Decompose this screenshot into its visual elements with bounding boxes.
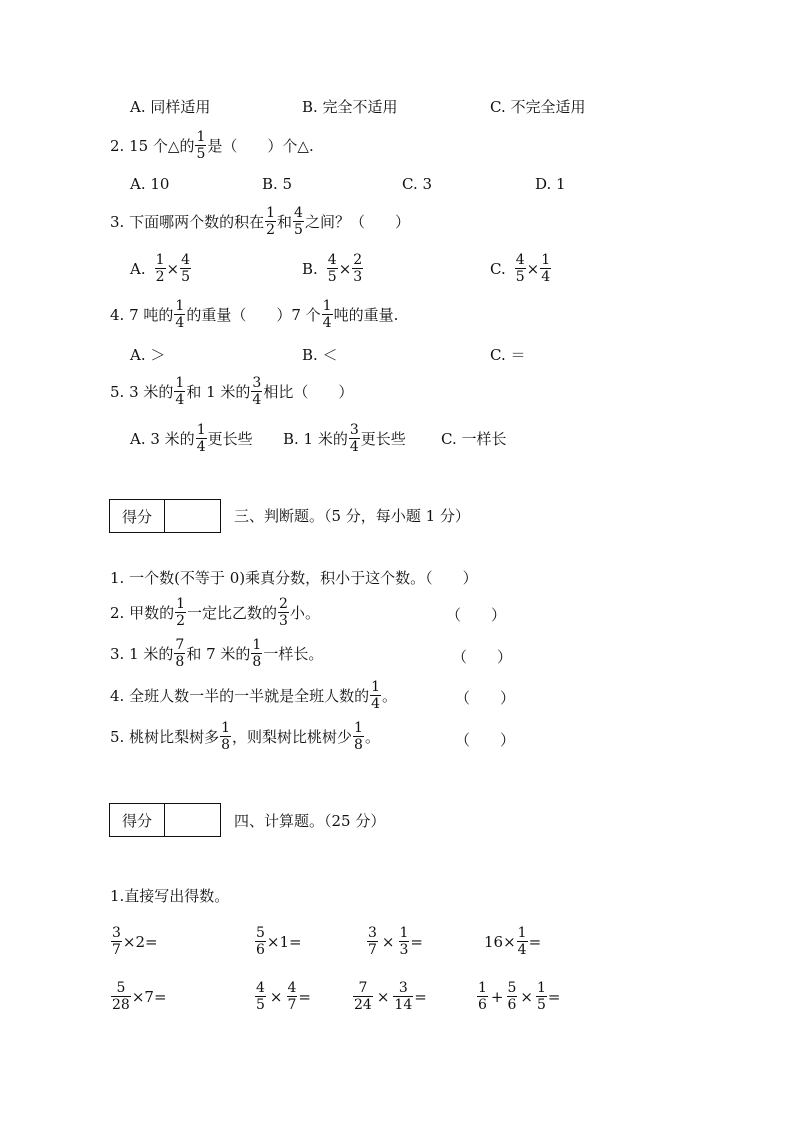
times-sign: × bbox=[166, 259, 180, 278]
q2-text: 2. 15 个△的 bbox=[110, 137, 195, 155]
judge-item-2 bbox=[110, 597, 320, 628]
fraction: $\frac{1}{4}$ bbox=[196, 422, 206, 455]
q2-text-rest: 是（ ）个△. bbox=[207, 137, 314, 155]
judge-answer-2[interactable]: （ ） bbox=[446, 606, 507, 624]
fraction: $\frac{3}{14}$ bbox=[394, 980, 413, 1013]
q4-text-post: 吨的重量. bbox=[333, 306, 399, 324]
fraction: $\frac{1}{8}$ bbox=[354, 720, 363, 753]
fraction: $\frac{4}{5}$ bbox=[256, 980, 265, 1013]
q4-fraction-2: $\frac{1}{4}$ bbox=[322, 298, 332, 331]
calc-row2-expr4 bbox=[476, 981, 561, 1012]
expr-text: 16× bbox=[484, 932, 516, 951]
calc-row2-expr3 bbox=[352, 981, 427, 1012]
score-label: 得分 bbox=[110, 804, 165, 836]
calc-row1-expr2 bbox=[254, 926, 302, 957]
option-label: A. bbox=[130, 259, 146, 278]
q3-fraction-2: $\frac{4}{5}$ bbox=[294, 205, 303, 238]
q5-fraction-1: $\frac{1}{4}$ bbox=[175, 375, 185, 408]
judge-item-1 bbox=[110, 567, 478, 588]
times-sign: × bbox=[520, 987, 533, 1006]
judge-item-text: 4. 全班人数一半的一半就是全班人数的 bbox=[110, 687, 370, 705]
judge-item-5 bbox=[110, 721, 380, 752]
question-2 bbox=[110, 130, 314, 161]
q3-option-b bbox=[302, 253, 364, 284]
times-sign: × bbox=[526, 259, 540, 278]
judge-item-text: 。 bbox=[382, 687, 398, 705]
fraction: $\frac{4}{5}$ bbox=[515, 252, 525, 285]
fraction: $\frac{1}{8}$ bbox=[221, 720, 231, 753]
option-label: C. bbox=[490, 259, 506, 278]
q5-fraction-2: $\frac{3}{4}$ bbox=[252, 375, 262, 408]
q4-option-a: A. ＞ bbox=[130, 346, 166, 364]
judge-item-text: ，则梨树比桃树少 bbox=[232, 728, 353, 746]
calc-row2-expr1 bbox=[110, 981, 167, 1012]
q1-option-b: B. 完全不适用 bbox=[302, 98, 398, 116]
q4-option-c: C. ＝ bbox=[490, 346, 526, 364]
question-5 bbox=[110, 376, 353, 407]
fraction: $\frac{5}{6}$ bbox=[507, 980, 517, 1013]
q3-text-mid: 和 bbox=[277, 213, 293, 231]
fraction: $\frac{4}{7}$ bbox=[287, 980, 297, 1013]
option-text: 更长些 bbox=[360, 430, 406, 448]
q2-option-b: B. 5 bbox=[262, 175, 293, 193]
judge-item-text: 一定比乙数的 bbox=[187, 604, 278, 622]
q3-text: 3. 下面哪两个数的积在 bbox=[110, 213, 265, 231]
q3-option-c bbox=[490, 253, 552, 284]
score-box-section-4 bbox=[109, 803, 221, 837]
fraction: $\frac{5}{28}$ bbox=[112, 980, 130, 1013]
judge-item-text: 1. 一个数(不等于 0)乘真分数，积小于这个数。（ ） bbox=[110, 569, 478, 587]
section-3-title: 三、判断题。（5 分，每小题 1 分） bbox=[234, 507, 470, 525]
q1-option-a: A. 同样适用 bbox=[130, 98, 211, 116]
q4-text: 4. 7 吨的 bbox=[110, 306, 174, 324]
judge-answer-3[interactable]: （ ） bbox=[452, 648, 513, 666]
section-4-title: 四、计算题。（25 分） bbox=[234, 812, 386, 830]
judge-answer-5[interactable]: （ ） bbox=[455, 731, 516, 749]
times-sign: × bbox=[381, 932, 395, 951]
q3-fraction-1: $\frac{1}{2}$ bbox=[266, 205, 276, 238]
equals-sign: = bbox=[547, 987, 561, 1006]
fraction: $\frac{2}{3}$ bbox=[279, 596, 288, 629]
fraction: $\frac{2}{3}$ bbox=[353, 252, 363, 285]
q2-fraction: $\frac{1}{5}$ bbox=[196, 129, 206, 162]
fraction: $\frac{1}{8}$ bbox=[252, 637, 262, 670]
q3-option-a bbox=[130, 253, 192, 284]
times-sign: × bbox=[338, 259, 352, 278]
fraction: $\frac{4}{5}$ bbox=[327, 252, 337, 285]
plus-sign: + bbox=[490, 987, 504, 1006]
fraction: $\frac{7}{24}$ bbox=[354, 980, 372, 1013]
q2-option-d: D. 1 bbox=[535, 175, 566, 193]
fraction: $\frac{5}{6}$ bbox=[256, 925, 265, 958]
judge-item-text: 5. 桃树比梨树多 bbox=[110, 728, 220, 746]
equals-sign: = bbox=[528, 932, 542, 951]
judge-item-text: 和 7 米的 bbox=[186, 645, 251, 663]
fraction: $\frac{1}{6}$ bbox=[478, 980, 487, 1013]
q4-text-mid: 的重量（ ）7 个 bbox=[186, 306, 321, 324]
equals-sign: = bbox=[298, 987, 311, 1006]
fraction: $\frac{3}{7}$ bbox=[368, 925, 377, 958]
judge-item-4 bbox=[110, 680, 397, 711]
fraction: $\frac{1}{5}$ bbox=[537, 980, 546, 1013]
q5-text-mid: 和 1 米的 bbox=[186, 383, 251, 401]
judge-item-3 bbox=[110, 638, 323, 669]
expr-text: ×7= bbox=[131, 987, 167, 1006]
judge-item-text: 。 bbox=[364, 728, 380, 746]
judge-item-text: 小。 bbox=[289, 604, 320, 622]
score-blank[interactable] bbox=[165, 500, 220, 532]
calc-row2-expr2 bbox=[254, 981, 311, 1012]
q2-option-a: A. 10 bbox=[130, 175, 170, 193]
score-blank[interactable] bbox=[165, 804, 220, 836]
expr-text: ×2= bbox=[122, 932, 158, 951]
q1-option-c: C. 不完全适用 bbox=[490, 98, 586, 116]
option-text: 更长些 bbox=[207, 430, 253, 448]
equals-sign: = bbox=[410, 932, 423, 951]
q4-fraction-1: $\frac{1}{4}$ bbox=[175, 298, 185, 331]
option-text: A. 3 米的 bbox=[130, 430, 195, 448]
q5-text-post: 相比（ ） bbox=[263, 383, 354, 401]
times-sign: × bbox=[269, 987, 283, 1006]
fraction: $\frac{7}{8}$ bbox=[175, 637, 185, 670]
score-label: 得分 bbox=[110, 500, 165, 532]
fraction: $\frac{3}{7}$ bbox=[112, 925, 121, 958]
calc-row1-expr1 bbox=[110, 926, 158, 957]
question-4 bbox=[110, 299, 398, 330]
q5-text: 5. 3 米的 bbox=[110, 383, 174, 401]
q5-option-c: C. 一样长 bbox=[441, 430, 507, 448]
fraction: $\frac{1}{3}$ bbox=[399, 925, 409, 958]
score-box-section-3 bbox=[109, 499, 221, 533]
question-3 bbox=[110, 206, 410, 237]
judge-item-text: 一样长。 bbox=[263, 645, 324, 663]
fraction: $\frac{4}{5}$ bbox=[181, 252, 191, 285]
fraction: $\frac{1}{2}$ bbox=[176, 596, 186, 629]
q3-text-post: 之间？（ ） bbox=[304, 213, 410, 231]
q5-option-b bbox=[283, 423, 406, 454]
q2-option-c: C. 3 bbox=[402, 175, 433, 193]
fraction: $\frac{1}{4}$ bbox=[541, 252, 551, 285]
option-label: B. bbox=[302, 259, 318, 278]
calc-row1-expr4 bbox=[484, 926, 541, 957]
calc-row1-expr3 bbox=[366, 926, 423, 957]
option-text: B. 1 米的 bbox=[283, 430, 348, 448]
calc-subtitle: 1.直接写出得数。 bbox=[110, 887, 230, 905]
judge-item-text: 2. 甲数的 bbox=[110, 604, 175, 622]
fraction: $\frac{3}{4}$ bbox=[349, 422, 359, 455]
judge-answer-4[interactable]: （ ） bbox=[455, 689, 516, 707]
fraction: $\frac{1}{2}$ bbox=[155, 252, 165, 285]
times-sign: × bbox=[376, 987, 390, 1006]
q5-option-a bbox=[130, 423, 253, 454]
equals-sign: = bbox=[414, 987, 427, 1006]
judge-item-text: 3. 1 米的 bbox=[110, 645, 174, 663]
fraction: $\frac{1}{4}$ bbox=[371, 679, 381, 712]
expr-text: ×1= bbox=[266, 932, 302, 951]
fraction: $\frac{1}{4}$ bbox=[517, 925, 527, 958]
q4-option-b: B. ＜ bbox=[302, 346, 338, 364]
